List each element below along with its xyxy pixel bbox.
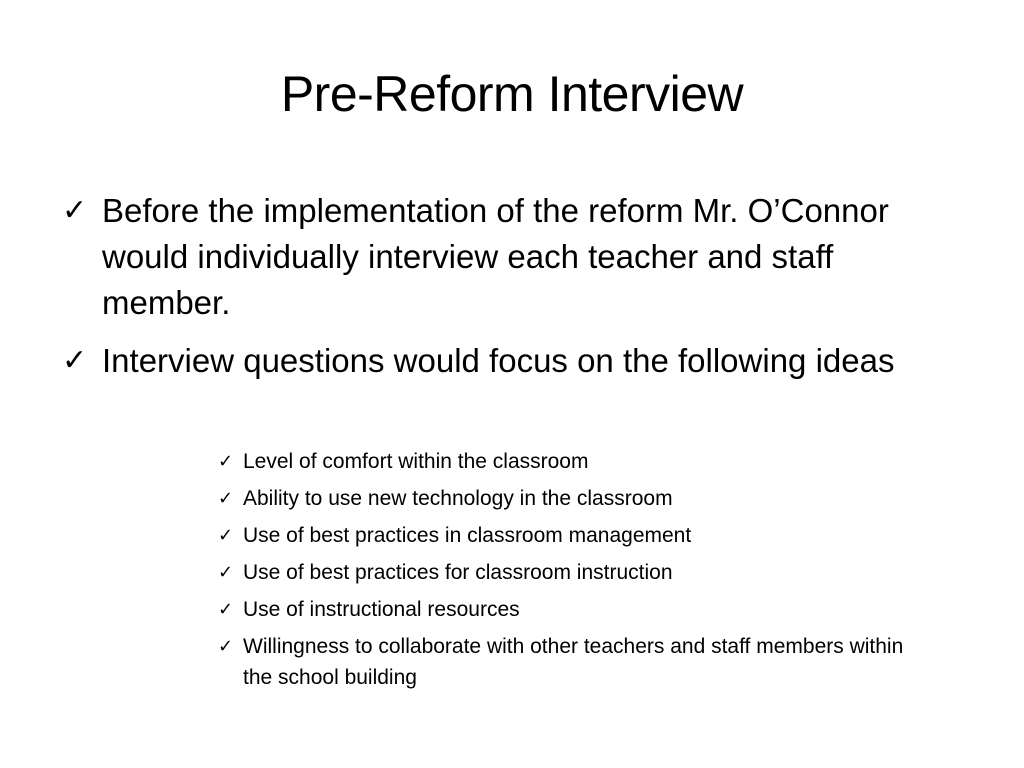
- sub-bullet-item: [218, 631, 918, 693]
- sub-bullet-item: [218, 446, 918, 477]
- checkmark-icon: ✓: [218, 599, 234, 620]
- checkmark-icon: ✓: [218, 525, 234, 546]
- sub-bullet-text: Ability to use new technology in the classroom: [243, 487, 673, 510]
- bullet-item: [62, 188, 962, 326]
- sub-bullet-list: [218, 446, 918, 699]
- sub-bullet-text: Use of best practices in classroom management: [243, 524, 692, 547]
- bullet-text: Interview questions would focus on the following ideas: [102, 342, 895, 379]
- checkmark-icon: ✓: [62, 193, 88, 228]
- sub-bullet-item: [218, 594, 918, 625]
- sub-bullet-item: [218, 483, 918, 514]
- bullet-text: Before the implementation of the reform Mr. O’Connor would individually interview each teacher and staff member.: [102, 192, 889, 321]
- bullet-list: [62, 188, 962, 396]
- sub-bullet-text: Use of instructional resources: [243, 598, 520, 621]
- sub-bullet-text: Willingness to collaborate with other teachers and staff members within the school building: [243, 635, 904, 689]
- checkmark-icon: ✓: [218, 562, 234, 583]
- checkmark-icon: ✓: [218, 488, 234, 509]
- checkmark-icon: ✓: [218, 451, 234, 472]
- checkmark-icon: ✓: [62, 343, 88, 378]
- sub-bullet-text: Use of best practices for classroom instruction: [243, 561, 673, 584]
- sub-bullet-text: Level of comfort within the classroom: [243, 450, 589, 473]
- sub-bullet-item: [218, 557, 918, 588]
- slide-title: Pre-Reform Interview: [280, 66, 744, 122]
- checkmark-icon: ✓: [218, 636, 234, 657]
- sub-bullet-item: [218, 520, 918, 551]
- bullet-item: [62, 338, 962, 384]
